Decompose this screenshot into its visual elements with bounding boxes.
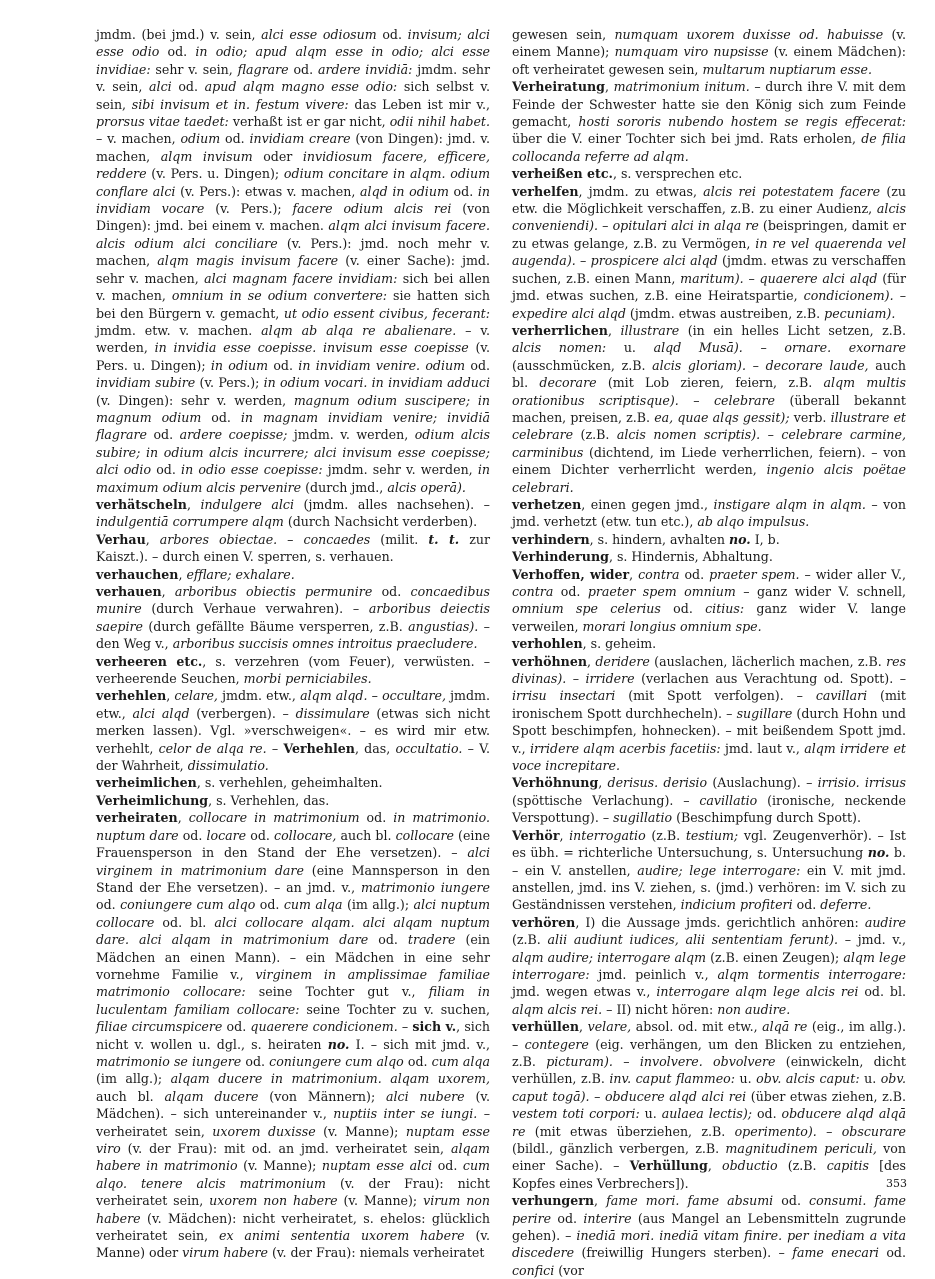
dictionary-entry: verhätscheln, indulgere alci (jmdm. alles nachsehen). – indulgentiā corrumpere alqm (durch Nachsicht verderben).	[96, 496, 490, 530]
dictionary-entry: verhindern, s. hindern, avhalten no. I, b.	[512, 531, 780, 547]
dictionary-entry: verherrlichen, illustrare (in ein helles Licht setzen, z.B. alcis nomen: u. alqd Musā). – ornare. exornare (ausschmücken, z.B. alcis gloriam). – decorare laude, auch bl. decorare (mit Lob zieren, feiern, z.B. alqm multis orationibus scriptisque). – celebrare (überall bekannt machen, preisen, z.B. ea, quae alqs gessit); verb. illustrare et celebrare (z.B. alcis nomen scriptis). – celebrare carmine, carminibus (dichtend, im Liede verherrlichen, feiern). – von einem Dichter verherrlicht werden, ingenio alcis poëtae celebrari.	[512, 322, 906, 495]
dictionary-entry: Verhau, arbores obiectae. – concaedes (milit. t. t. zur Kaiszt.). – durch einen V. sperren, s. verhauen.	[96, 531, 490, 565]
page-number: 353	[886, 1177, 907, 1190]
dictionary-entry: verhauen, arboribus obiectis permunire od. concaedibus munire (durch Verhaue verwahren). – arboribus deiectis saepire (durch gefällte Bäume versperren, z.B. angustias). – den Weg v., arboribus succisis omnes introitus praecludere.	[96, 584, 491, 652]
dictionary-entry: verheeren etc., s. verzehren (vom Feuer), verwüsten. – verheerende Seuchen, morbi perniciabiles.	[96, 653, 491, 687]
dictionary-entry: Verheimlichung, s. Verhehlen, das.	[96, 792, 330, 808]
dictionary-entry: verheißen etc., s. versprechen etc.	[512, 166, 743, 182]
dictionary-entry: jmdm. (bei jmd.) v. sein, alci esse odiosum od. invisum; alci esse odio od. in odio; apud alqm esse in odio; alci esse invidiae: sehr v. sein, flagrare od. ardere invidiā: jmdm. sehr v. sein, alci od. apud alqm magno esse odio: sich selbst v. sein, sibi invisum et in. festum vivere: das Leben ist mir v., prorsus vitae taedet: verhaßt ist er gar nicht, odii nihil habet. – v. machen, odium od. invidiam creare (von Dingen): jmd. v. machen, alqm invisum oder invidiosum facere, efficere, reddere (v. Pers. u. Dingen); odium concitare in alqm. odium conflare alci (v. Pers.): etwas v. machen, alqd in odium od. in invidiam vocare (v. Pers.); facere odium alcis rei (von Dingen): jmd. bei einem v. machen. alqm alci invisum facere. alcis odium alci conciliare (v. Pers.): jmd. noch mehr v. machen, alqm magis invisum facere (v. einer Sache): jmd. sehr v. machen, alci magnam facere invidiam: sich bei allen v. machen, omnium in se odium convertere: sie hatten sich bei den Bürgern v. gemacht, ut odio essent civibus, fecerant: jmdm. etw. v. machen. alqm ab alqa re abalienare. – v. werden, in invidia esse coepisse. invisum esse coepisse (v. Pers. u. Dingen); in odium od. in invidiam venire. odium od. invidiam subire (v. Pers.); in odium vocari. in invidiam adduci (v. Dingen): sehr v. werden, magnum odium suscipere; in magnum odium od. in magnam invidiam venire; invidiā flagrare od. ardere coepisse; jmdm. v. werden, odium alcis subire; in odium alcis incurrere; alci invisum esse coepisse; alci odio od. in odio esse coepisse: jmdm. sehr v. werden, in maximum odium alcis pervenire (durch jmd., alcis operā).	[96, 27, 491, 495]
dictionary-entry: verheimlichen, s. verhehlen, geheimhalten.	[96, 775, 383, 791]
dictionary-entry: Verheiratung, matrimonium initum. – durch ihre V. mit dem Feinde der Schwester hatte sie den König sich zum Feinde gemacht, hosti sororis nubendo hostem se regis effecerat: über die V. einer Tochter sich bei jmd. Rats erholen, de filia collocanda referre ad alqm.	[512, 79, 907, 164]
dictionary-entry: verhungern, fame mori. fame absumi od. consumi. fame perire od. interire (aus Mangel an Lebensmitteln zugrunde gehen). – inediā mori. inediā vitam finire. per inediam a vita discedere (freiwillig Hungers sterben). – fame enecari od. confici (vor	[512, 1193, 907, 1278]
dictionary-entry: verhetzen, einen gegen jmd., instigare alqm in alqm. – von jmd. verhetzt (etw. tun etc.), ab alqo impulsus.	[512, 496, 906, 530]
dictionary-entry: verhören, I) die Aussage jmds. gerichtlich anhören: audire (z.B. alii audiunt iudices, alii sententiam ferunt). – jmd. v., alqm audire; interrogare alqm (z.B. einen Zeugen); alqm lege interrogare: jmd. peinlich v., alqm tormentis interrogare: jmd. wegen etwas v., interrogare alqm lege alcis rei od. bl. alqm alcis rei. – II) nicht hören: non audire.	[512, 914, 906, 1017]
dictionary-entry: verhohlen, s. geheim.	[512, 636, 657, 652]
dictionary-entry: Verhinderung, s. Hindernis, Abhaltung.	[512, 549, 773, 565]
dictionary-entry: gewesen sein, numquam uxorem duxisse od. habuisse (v. einem Manne); numquam viro nupsisse (v. einem Mädchen): oft verheiratet gewesen sein, multarum nuptiarum esse.	[512, 27, 906, 77]
left-column	[96, 26, 490, 1262]
dictionary-entry: verhüllen, velare, absol. od. mit etw., alqā re (eig., im allg.). – contegere (eig. verhängen, um den Blicken zu entziehen, z.B. picturam). – involvere. obvolvere (einwickeln, dicht verhüllen, z.B. inv. caput flammeo: u. obv. alcis caput: u. obv. caput togā). – obducere alqd alci rei (über etwas ziehen, z.B. vestem toti corpori: u. aulaea lectis); od. obducere alqd alqā re (mit etwas überziehen, z.B. operimento). – obscurare (bildl., gänzlich verbergen, z.B. magnitudinem periculi, von einer Sache). – Verhüllung, obductio (z.B. capitis [des Kopfes eines Verbrechers]).	[512, 1019, 906, 1191]
dictionary-entry: verheiraten, collocare in matrimonium od. in matrimonio. nuptum dare od. locare od. collocare, auch bl. collocare (eine Frauensperson in den Stand der Ehe versetzen). – alci virginem in matrimonium dare (eine Mannsperson in den Stand der Ehe versetzen). – an jmd. v., matrimonio iungere od. coniungere cum alqo od. cum alqa (im allg.); alci nuptum collocare od. bl. alci collocare alqam. alci alqam nuptum dare. alci alqam in matrimonium dare od. tradere (ein Mädchen an einen Mann). – ein Mädchen in eine sehr vornehme Familie v., virginem in amplissimae familiae matrimonio collocare: seine Tochter gut v., filiam in luculentam familiam collocare: seine Tochter zu v. suchen, filiae circumspicere od. quaerere condicionem. – sich v., sich nicht v. wollen u. dgl., s. heiraten no. I. – sich mit jmd. v., matrimonio se iungere od. coniungere cum alqo od. cum alqa (im allg.); alqam ducere in matrimonium. alqam uxorem, auch bl. alqam ducere (von Männern); alci nubere (v. Mädchen). – sich untereinander v., nuptiis inter se iungi. – verheiratet sein, uxorem duxisse (v. Manne); nuptam esse viro (v. der Frau): mit od. an jmd. verheiratet sein, alqam habere in matrimonio (v. Manne); nuptam esse alci od. cum alqo. tenere alcis matrimonium (v. der Frau): nicht verheiratet sein, uxorem non habere (v. Manne); virum non habere (v. Mädchen): nicht verheiratet, s. ehelos: glücklich verheiratet sein, ex animi sententia uxorem habere (v. Manne) oder virum habere (v. der Frau): niemals verheiratet	[96, 810, 491, 1261]
dictionary-entry: Verhör, interrogatio (z.B. testium; vgl. Zeugenverhör). – Ist es übh. = richterliche Untersuchung, s. Untersuchung no. b. – ein V. anstellen, audire; lege interrogare: ein V. mit jmd. anstellen, jmd. ins V. ziehen, s. (jmd.) verhören: im V. sich zu Geständnissen verstehen, indicium profiteri od. deferre.	[512, 827, 906, 913]
dictionary-entry: verhauchen, efflare; exhalare.	[96, 566, 295, 582]
right-column	[512, 26, 906, 1279]
dictionary-entry: Verhoffen, wider, contra od. praeter spem. – wider aller V., contra od. praeter spem omnium – ganz wider V. schnell, omnium spe celerius od. citius: ganz wider V. lange verweilen, morari longius omnium spe.	[512, 566, 907, 634]
dictionary-entry: verhelfen, jmdm. zu etwas, alcis rei potestatem facere (zu etw. die Möglichkeit verschaffen, z.B. zu einer Audienz, alcis conveniendi). – opitulari alci in alqa re (beispringen, damit er zu etwas gelange, z.B. zu Vermögen, in re vel quaerenda vel augenda). – prospicere alci alqd (jmdm. etwas zu verschaffen suchen, z.B. einen Mann, maritum). – quaerere alci alqd (für jmd. etwas suchen, z.B. eine Heiratspartie, condicionem). – expedire alci alqd (jmdm. etwas austreiben, z.B. pecuniam).	[512, 183, 906, 321]
dictionary-entry: verhehlen, celare, jmdm. etw., alqm alqd. – occultare, jmdm. etw., alci alqd (verbergen). – dissimulare (etwas sich nicht merken lassen). Vgl. »verschweigen«. – es wird mir etw. verhehlt, celor de alqa re. – Verhehlen, das, occultatio. – V. der Wahrheit, dissimulatio.	[96, 688, 491, 774]
dictionary-entry: verhöhnen, deridere (auslachen, lächerlich machen, z.B. res divinas). – irridere (verlachen aus Verachtung od. Spott). – irrisu insectari (mit Spott verfolgen). – cavillari (mit ironischem Spott durchhecheln). – sugillare (durch Hohn und Spott beschimpfen, hohnecken). – mit beißendem Spott jmd. v., irridere alqm acerbis facetiis: jmd. laut v., alqm irridere et voce increpitare.	[512, 653, 906, 774]
dictionary-entry: Verhöhnung, derisus. derisio (Auslachung). – irrisio. irrisus (spöttische Verlachung). – cavillatio (ironische, neckende Verspottung). – sugillatio (Beschimpfung durch Spott).	[512, 775, 906, 826]
